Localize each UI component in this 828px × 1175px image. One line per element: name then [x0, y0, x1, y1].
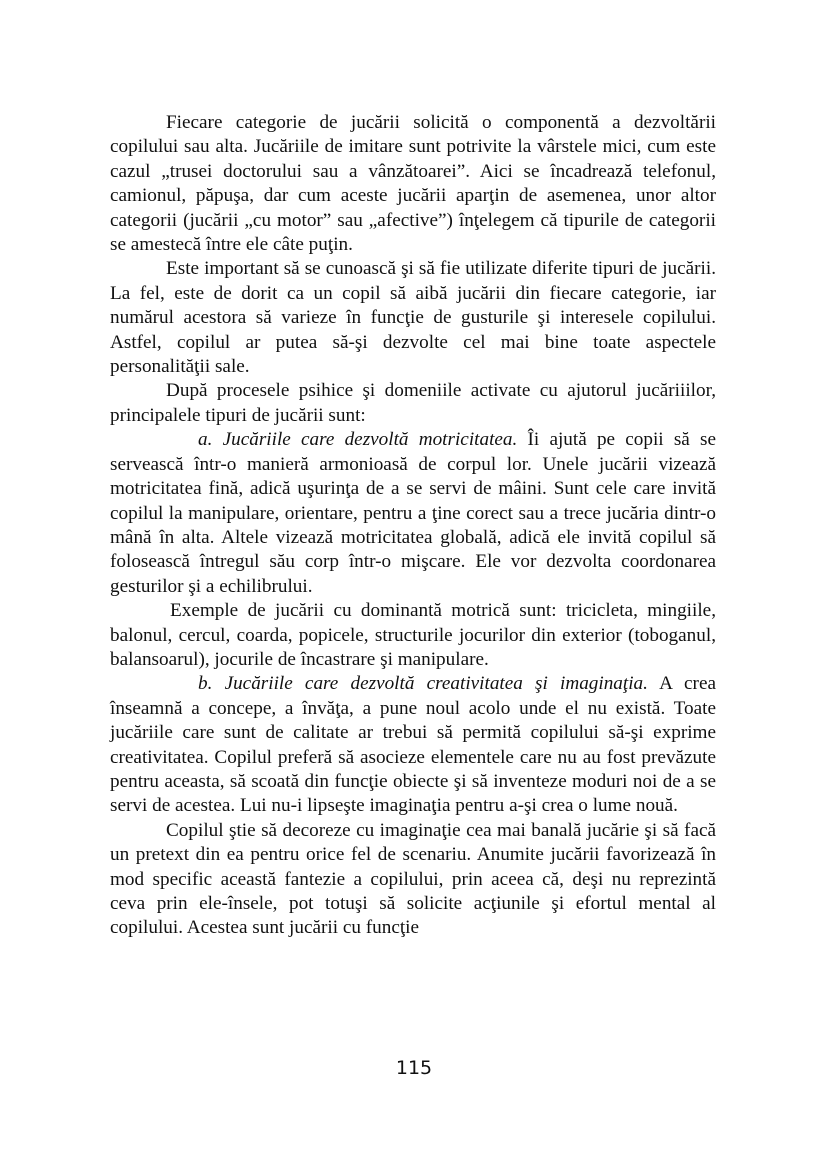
paragraph: Fiecare categorie de jucării solicită o componentă a dezvoltării copilului sau alta. Jucăriile de imitare sunt potrivite la vârstele mici, cum este cazul „trusei doctorului sau a vânzătoarei”. Aici se încadrează telefonul, camionul, păpuşa, dar cum aceste jucării aparţin de asemenea, unor altor categorii (jucării „cu motor” sau „afective”) înţelegem că tipurile de categorii se amestecă între ele câte puţin. [110, 112, 716, 256]
paragraph: După procesele psihice şi domeniile activate cu ajutorul jucăriiilor, principalele tipuri de jucării sunt: [110, 380, 716, 426]
page-number: 115 [395, 1057, 433, 1079]
paragraph: Copilul ştie să decoreze cu imaginaţie cea mai banală jucărie şi să facă un pretext din ea pentru orice fel de scenariu. Anumite jucării favorizează în mod specific această fantezie a copilului, prin aceea că, deşi nu reprezintă ceva prin ele-însele, pot totuşi să solicite acţiunile şi efortul mental al copilului. Acestea sunt jucării cu funcţie [110, 819, 716, 939]
page-body [110, 111, 716, 941]
paragraph: Este important să se cunoască şi să fie utilizate diferite tipuri de jucării. La fel, este de dorit ca un copil să aibă jucării din fiecare categorie, iar numărul acestora să varieze în funcţie de gusturile şi interesele copilului. Astfel, copilul ar putea să-şi dezvolte cel mai bine toate aspectele personalităţii sale. [110, 258, 716, 378]
section-a-paragraph [110, 428, 716, 599]
section-b-text: A crea înseamnă a concepe, a învăţa, a pune noul acolo unde el nu există. Toate jucăriile care sunt de calitate ar trebui să permită copilului să-şi exprime creativitatea. Copilul preferă să asocieze elementele care nu au fost prevăzute pentru aceasta, să scoată din funcţie obiecte şi să inventeze moduri noi de a se servi de acestea. Lui nu-i lipseşte imaginaţia pentru a-şi crea o lume nouă. [110, 673, 716, 817]
section-a-text: Îi ajută pe copii să se servească într-o manieră armonioasă de corpul lor. Unele jucării vizează motricitatea fină, adică uşurinţa de a se servi de mâini. Sunt cele care invită copilul la manipulare, orientare, pentru a ţine corect sau a trece jucăria dintr-o mână în alta. Altele vizează motricitatea globală, adică ele invită copilul să folosească întregul său corp într-o mişcare. Ele vor dezvolta coordonarea gesturilor şi a echilibrului. [110, 429, 717, 597]
paragraph: Exemple de jucării cu dominantă motrică sunt: tricicleta, mingiile, balonul, cercul, coarda, popicele, structurile jocurilor din exterior (toboganul, balansoarul), jocurile de încastrare şi manipulare. [110, 600, 716, 670]
section-a-heading: a. Jucăriile care dezvoltă motricitatea. [198, 429, 518, 451]
section-b-heading: b. Jucăriile care dezvoltă creativitatea şi imaginaţia. [198, 673, 648, 695]
section-b-paragraph [110, 672, 716, 818]
